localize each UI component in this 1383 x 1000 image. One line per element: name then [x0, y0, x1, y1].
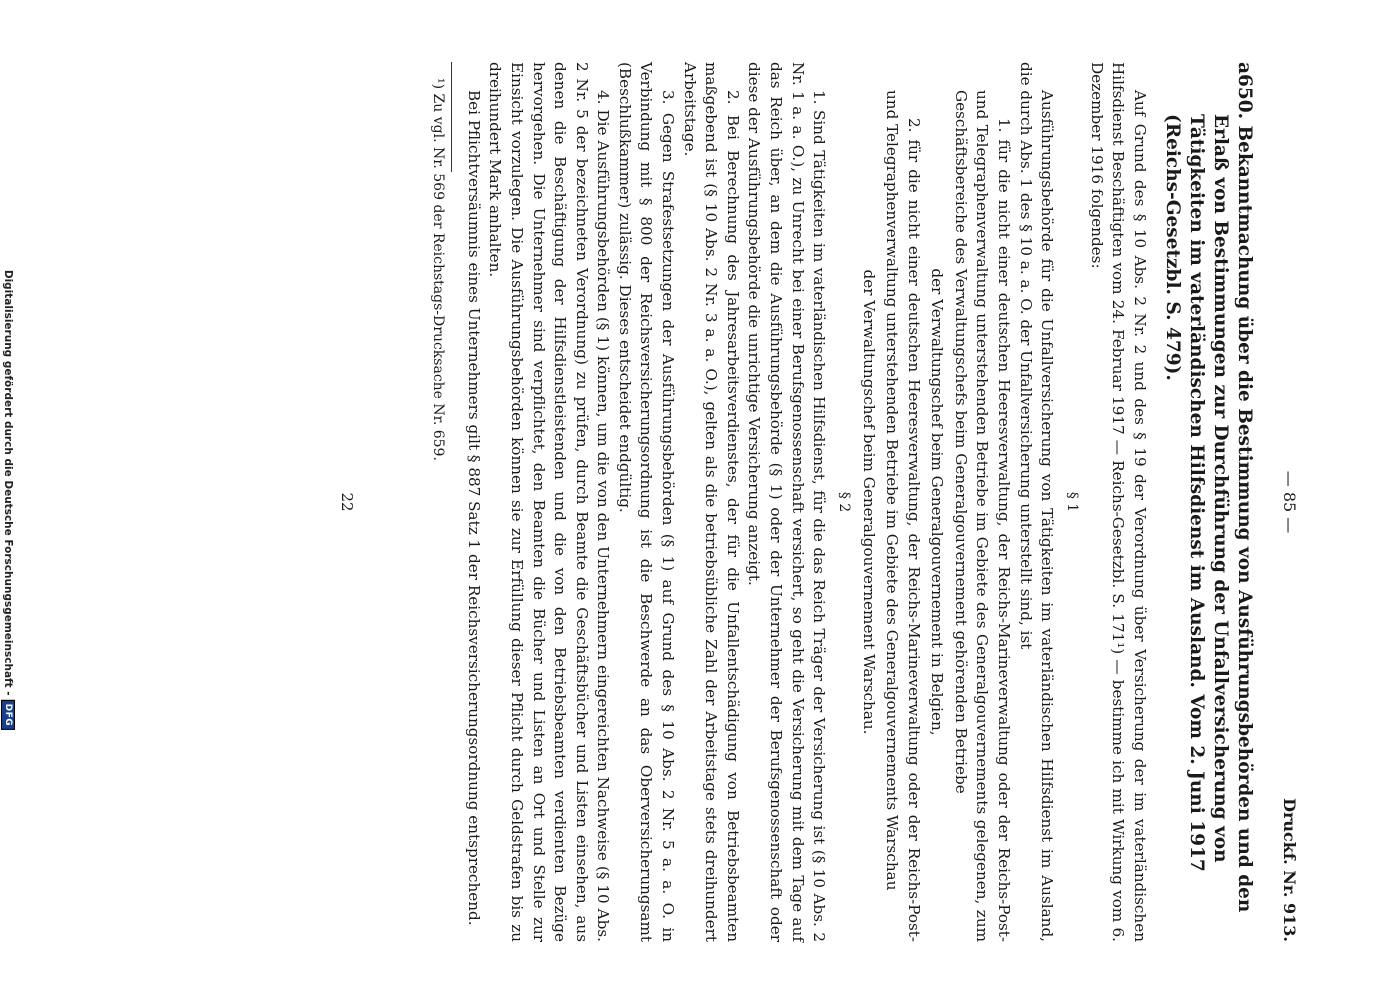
drucksache-number: Druckf. Nr. 913. — [1280, 798, 1299, 942]
funding-note: Digitalisierung gefördert durch die Deutsche Forschungsgemeinschaft - — [2, 269, 14, 696]
section-1-item-2: 2. für die nicht einer deutschen Heeresverwaltung, der Reichs-Marineverwaltung oder der Reichs-Post- und Telegraphenverwaltung unterstehenden Betriebe im Gebiete des Generalgouvernements Warschau — [883, 90, 923, 942]
footnote-divider — [451, 62, 452, 172]
section-2-para-4: 4. Die Ausführungsbehörden (§ 1) können, um die von den Unternehmern eingereichten Nachweise (§ 10 Abs. 2 Nr. 5 der bezeichneten Verordnung) zu prüfen, durch Beamte die Geschäftsbücher und Listen einsehen, aus denen die Beschäftigung der Hilfsdienstleistenden und die von den Betriebsbeamten verdienten Bezüge hervorgehen. Die Unternehmer sind verpflichtet, den Beamten die Bücher und Listen an Ort und Stelle zur Einsicht vorzulegen. Die Ausführungsbehörden können sie zur Erfüllung dieser Pflicht durch Geldstrafen bis zu dreihundert Mark anhalten. — [486, 62, 613, 942]
intro-paragraph: Auf Grund des § 10 Abs. 2 Nr. 2 und des § 19 der Verordnung über Versicherung der im vaterländischen Hilfsdienst Beschäftigten vom 24. Februar 1917 — Reichs-Gesetzbl. S. 171¹) — bestimme ich mit Wirkung vom 6. Dezember 1916 folgendes: — [1087, 62, 1149, 942]
bottom-page-number: 22 — [338, 492, 357, 512]
footnote: ¹) Zu vgl. Nr. 569 der Reichstags-Drucksache Nr. 659. — [430, 78, 447, 461]
page-header — [1274, 62, 1300, 942]
section-1-lead: Ausführungsbehörde für die Unfallversicherung von Tätigkeiten im vaterländischen Hilfsdienst im Ausland, die durch Abs. 1 des § 10 a. a. O. der Unfallversicherung unterstellt sind, ist — [1016, 62, 1057, 942]
margin-attribution-text — [1, 270, 15, 730]
dfg-logo: DFG — [1, 700, 15, 731]
section-2-para-2: 2. Bei Berechnung des Jahresarbeitsverdienstes, der für die Unfallentschädigung von Betriebsbeamten maßgebend ist (§ 10 Abs. 2 Nr. 3 a. a. O.), gelten als die betriebsübliche Zahl der Arbeitstage stets dreihundert Arbeitstage. — [680, 62, 742, 942]
announcement-title: a650. Bekanntmachung über die Bestimmung von Ausführungsbehörden und den Erlaß von Bestimmungen zur Durchführung der Unfallversicherung von Tätigkeiten im vaterländischen Hilfsdienst im Ausland. Vom 2. Juni 1917 (Reichs-Gesetzbl. S. 479). — [1161, 62, 1255, 913]
scanned-page — [140, 62, 1300, 942]
page-number: — 85 — — [1280, 470, 1299, 534]
section-1-item-1-end: der Verwaltungschef beim Generalgouvernement in Belgien, — [928, 268, 947, 736]
section-1-heading: § 1 — [1064, 491, 1081, 513]
section-2-heading: § 2 — [836, 491, 852, 513]
margin-attribution — [0, 0, 16, 1000]
section-2-para-5: Bei Pflichtversäumnis eines Unternehmers gilt § 887 Satz 1 der Reichsversicherungsordnung entsprechend. — [464, 90, 483, 926]
section-2-para-3: 3. Gegen Strafestsetzungen der Ausführungsbehörden (§ 1) auf Grund des § 10 Abs. 2 Nr. 5 a. a. O. in Verbindung mit § 800 der Reichsversicherungsordnung ist die Beschwerde an das Oberversicherungsamt (Beschlußkammer) zulässig. Dieses entscheidet endgültig. — [615, 62, 678, 942]
section-1-item-1: 1. für die nicht einer deutschen Heeresverwaltung, der Reichs-Marineverwaltung oder der Reichs-Post- und Telegraphenverwaltung unterstehenden Betriebe im Gebiete des Generalgouvernements gelegenen, zum Geschäftsbereiche des Verwaltungschefs beim Generalgouvernement gehörenden Betriebe — [951, 90, 1014, 942]
section-2-para-1: 1. Sind Tätigkeiten im vaterländischen Hilfsdienst, für die das Reich Träger der Versicherung ist (§ 10 Abs. 2 Nr. 1 a. a. O.), zu Unrecht bei einer Berufsgenossenschaft versichert, so geht die Versicherung mit dem Tage auf das Reich über, an dem die Ausführungsbehörde (§ 1) oder der Unternehmer der Berufsgenossenschaft oder diese der Ausführungsbehörde die unrichtige Versicherung anzeigt. — [745, 62, 829, 942]
section-1-item-2-end: der Verwaltungschef beim Generalgouvernement Warschau. — [859, 269, 878, 735]
